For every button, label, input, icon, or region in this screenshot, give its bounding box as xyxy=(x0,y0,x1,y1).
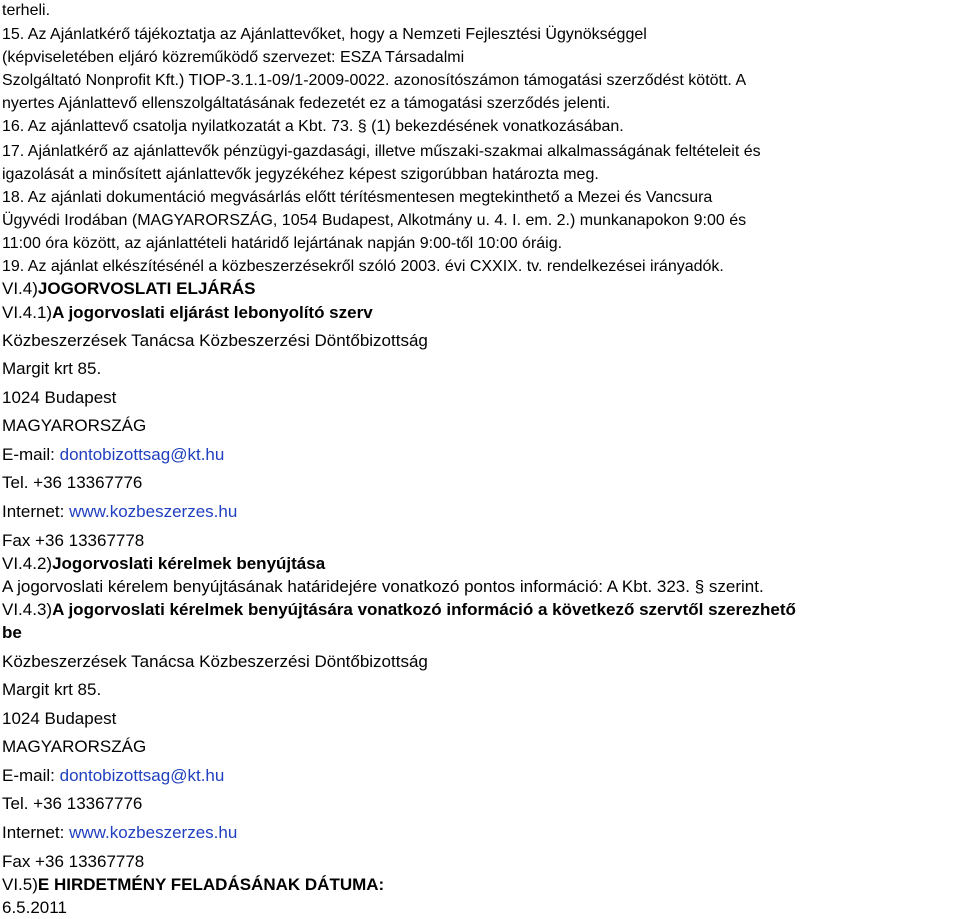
contact-internet-row xyxy=(2,501,237,523)
section-number: VI.4.3) xyxy=(2,600,53,619)
contact-tel: Tel. +36 13367776 xyxy=(2,473,143,492)
text-line: 17. Ajánlatkérő az ajánlattevők pénzügyi-gazdasági, illetve műszaki-szakmai alkalmasságának feltételeit és xyxy=(2,143,761,160)
contact-email-row xyxy=(2,444,224,466)
website-link[interactable]: www.kozbeszerzes.hu xyxy=(69,502,238,521)
text-line: 19. Az ajánlat elkészítésénél a közbeszerzésekről szóló 2003. évi CXXIX. tv. rendelkezései irányadók. xyxy=(2,258,724,275)
section-text: A jogorvoslati kérelem benyújtásának határidejére vonatkozó pontos információ: A Kbt. 323. § szerint. xyxy=(2,577,764,596)
text-line: 18. Az ajánlati dokumentáció megvásárlás előtt térítésmentesen megtekinthető a Mezei és Vancsura xyxy=(2,189,713,206)
email-label: E-mail: xyxy=(2,766,60,785)
text-line: (képviseletében eljáró közreműködő szervezet: ESZA Társadalmi xyxy=(2,49,465,66)
contact-country: MAGYARORSZÁG xyxy=(2,416,147,435)
section-heading xyxy=(2,874,384,896)
contact-fax: Fax +36 13367778 xyxy=(2,852,145,871)
section-heading xyxy=(2,553,325,575)
contact-street: Margit krt 85. xyxy=(2,680,102,699)
text-line: 15. Az Ajánlatkérő tájékoztatja az Ajánlattevőket, hogy a Nemzeti Fejlesztési Ügynökséggel xyxy=(2,26,647,43)
contact-internet-row xyxy=(2,822,237,844)
section-number: VI.4) xyxy=(2,279,38,298)
section-heading xyxy=(2,599,796,621)
section-heading xyxy=(2,278,255,300)
internet-label: Internet: xyxy=(2,823,70,842)
contact-fax: Fax +36 13367778 xyxy=(2,531,145,550)
text-line: 11:00 óra között, az ajánlattételi határidő lejártának napján 9:00-től 10:00 óráig. xyxy=(2,235,563,252)
email-link[interactable]: dontobizottsag@kt.hu xyxy=(59,445,225,464)
email-label: E-mail: xyxy=(2,445,60,464)
section-number: VI.4.2) xyxy=(2,554,53,573)
section-title: E HIRDETMÉNY FELADÁSÁNAK DÁTUMA: xyxy=(37,875,385,894)
section-title: JOGORVOSLATI ELJÁRÁS xyxy=(37,279,256,298)
section-title: A jogorvoslati kérelmek benyújtására vonatkozó információ a következő szervtől szerezhető xyxy=(52,600,796,619)
contact-email-row xyxy=(2,765,224,787)
section-title: Jogorvoslati kérelmek benyújtása xyxy=(52,554,326,573)
contact-organization: Közbeszerzések Tanácsa Közbeszerzési Döntőbizottság xyxy=(2,331,428,350)
contact-city: 1024 Budapest xyxy=(2,709,117,728)
section-title-continued: be xyxy=(2,623,22,642)
text-line: Ügyvédi Irodában (MAGYARORSZÁG, 1054 Budapest, Alkotmány u. 4. I. em. 2.) munkanapokon 9:00 és xyxy=(2,212,747,229)
email-link[interactable]: dontobizottsag@kt.hu xyxy=(59,766,225,785)
text-line: nyertes Ajánlattevő ellenszolgáltatásának fedezetét ez a támogatási szerződés jelenti. xyxy=(2,95,611,112)
text-line: terheli. xyxy=(2,2,51,19)
contact-city: 1024 Budapest xyxy=(2,388,117,407)
contact-organization: Közbeszerzések Tanácsa Közbeszerzési Döntőbizottság xyxy=(2,652,428,671)
text-line: 16. Az ajánlattevő csatolja nyilatkozatát a Kbt. 73. § (1) bekezdésének vonatkozásában. xyxy=(2,118,624,135)
contact-tel: Tel. +36 13367776 xyxy=(2,794,143,813)
contact-country: MAGYARORSZÁG xyxy=(2,737,147,756)
text-line: Szolgáltató Nonprofit Kft.) TIOP-3.1.1-09/1-2009-0022. azonosítószámon támogatási szerződést kötött. A xyxy=(2,72,747,89)
section-title: A jogorvoslati eljárást lebonyolító szerv xyxy=(52,303,373,322)
text-line: igazolását a minősített ajánlattevők jegyzékéhez képest szigorúbban határozta meg. xyxy=(2,166,599,183)
section-heading xyxy=(2,302,373,324)
section-number: VI.4.1) xyxy=(2,303,53,322)
contact-street: Margit krt 85. xyxy=(2,359,102,378)
section-number: VI.5) xyxy=(2,875,38,894)
notice-date: 6.5.2011 xyxy=(2,898,67,917)
website-link[interactable]: www.kozbeszerzes.hu xyxy=(69,823,238,842)
internet-label: Internet: xyxy=(2,502,70,521)
